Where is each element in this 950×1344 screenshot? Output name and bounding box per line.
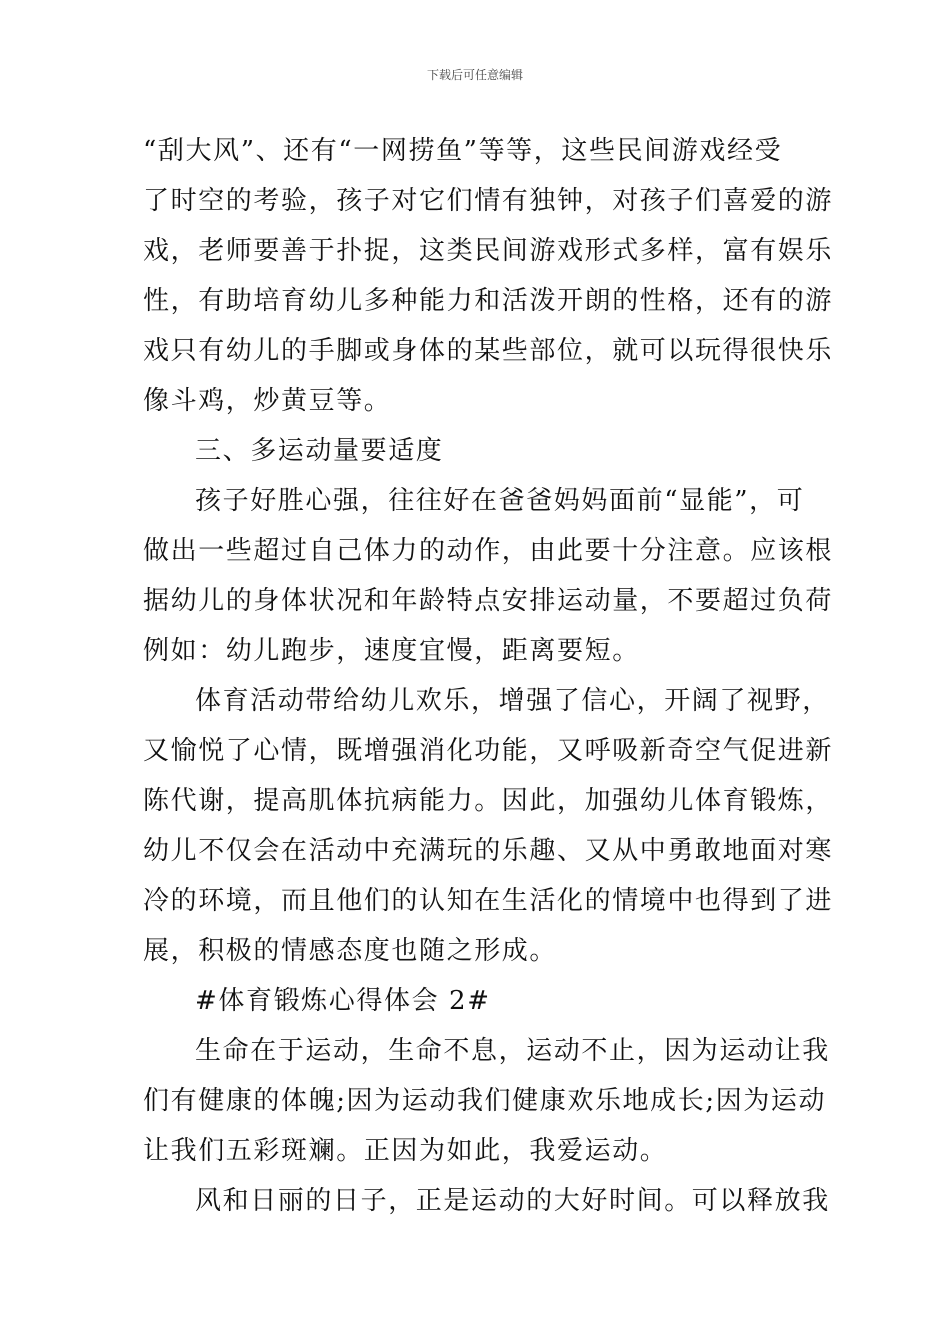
body-line: 体育活动带给幼儿欢乐，增强了信心，开阔了视野， [195,686,830,716]
body-line: 们有健康的体魄;因为运动我们健康欢乐地成长;因为运动 [143,1086,827,1116]
body-line: 陈代谢，提高肌体抗病能力。因此，加强幼儿体育锻炼， [143,786,834,816]
body-line: 戏，老师要善于扑捉，这类民间游戏形式多样，富有娱乐 [143,236,834,266]
header-note: 下载后可任意编辑 [426,68,523,82]
body-line: 幼儿不仅会在活动中充满玩的乐趣、又从中勇敢地面对寒 [143,836,834,866]
section-heading: 三、多运动量要适度 [195,436,444,466]
body-line: 像斗鸡，炒黄豆等。 [143,386,392,416]
body-line: 冷的环境，而且他们的认知在生活化的情境中也得到了进 [143,886,834,916]
body-line: 风和日丽的日子，正是运动的大好时间。可以释放我 [195,1186,830,1216]
body-line: 据幼儿的身体状况和年龄特点安排运动量，不要超过负荷 [143,586,834,616]
body-line: 又愉悦了心情，既增强消化功能，又呼吸新奇空气促进新 [143,736,834,766]
body-line: 了时空的考验，孩子对它们情有独钟，对孩子们喜爱的游 [143,186,834,216]
body-line: 例如：幼儿跑步，速度宜慢，距离要短。 [143,636,640,666]
body-line: 孩子好胜心强，往往好在爸爸妈妈面前“显能”，可 [195,486,805,516]
body-line: “刮大风”、还有“一网捞鱼”等等，这些民间游戏经受 [143,136,783,166]
body-line: 展，积极的情感态度也随之形成。 [143,936,558,966]
section-heading: #体育锻炼心得体会 2# [195,986,491,1016]
body-line: 做出一些超过自己体力的动作，由此要十分注意。应该根 [143,536,834,566]
body-line: 让我们五彩斑斓。正因为如此，我爱运动。 [143,1136,668,1166]
body-line: 生命在于运动，生命不息，运动不止，因为运动让我 [195,1036,830,1066]
body-line: 性，有助培育幼儿多种能力和活泼开朗的性格，还有的游 [143,286,834,316]
body-line: 戏只有幼儿的手脚或身体的某些部位，就可以玩得很快乐 [143,336,834,366]
